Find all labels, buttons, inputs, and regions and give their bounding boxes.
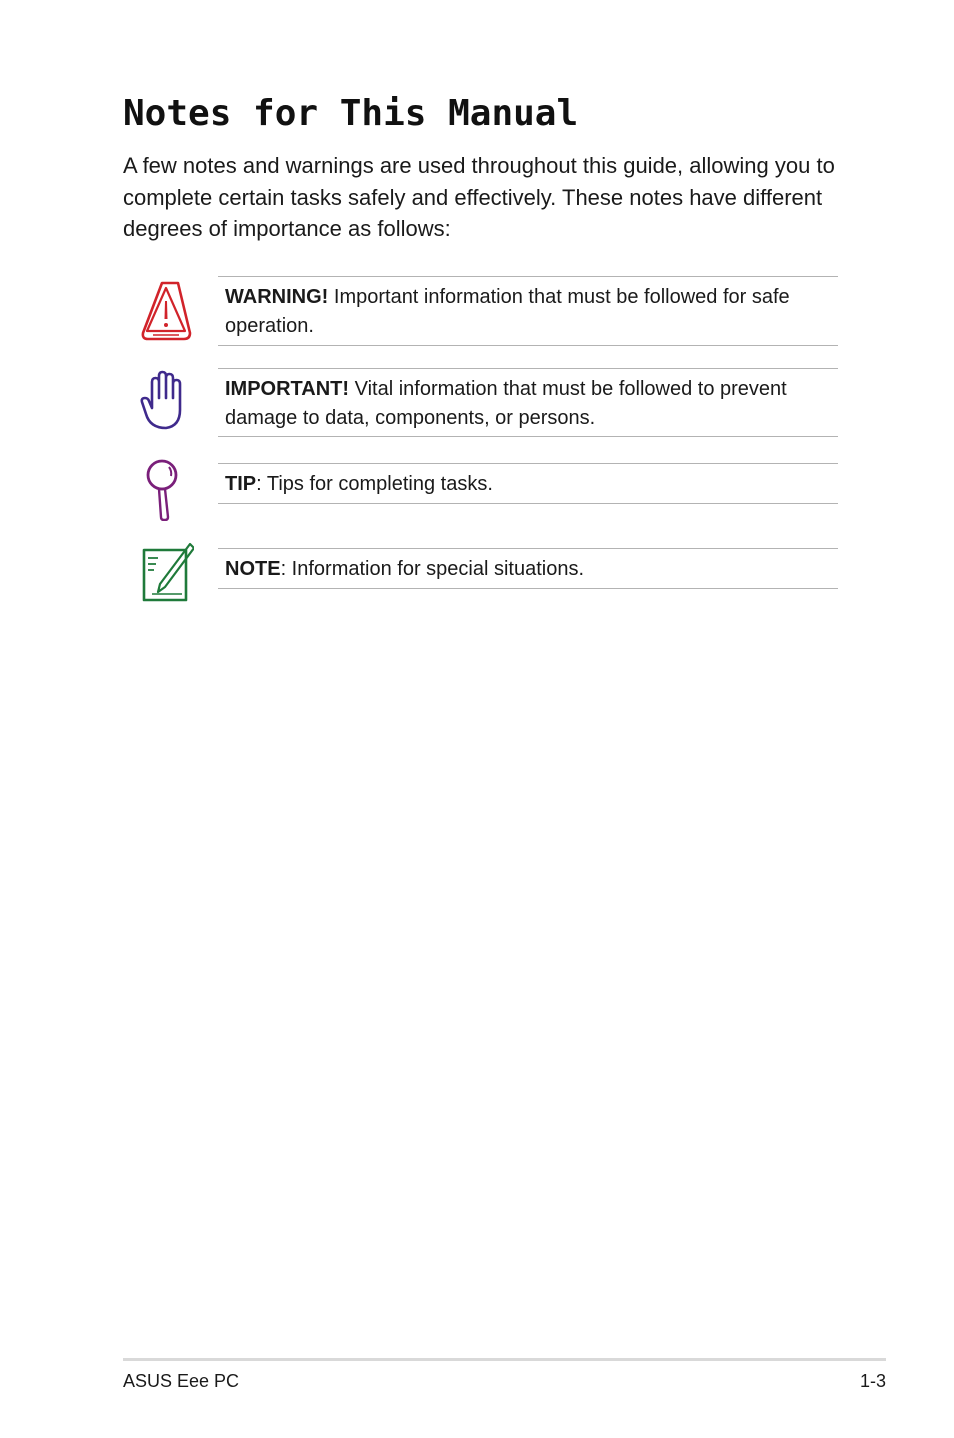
note-tip-label: TIP — [225, 473, 257, 495]
footer-page-number: 1-3 — [859, 1371, 886, 1391]
note-important-text — [218, 368, 838, 437]
note-warning-text — [218, 276, 838, 346]
raised-hand-icon — [138, 370, 194, 434]
footer-divider — [123, 1358, 886, 1361]
intro-paragraph: A few notes and warnings are used throughout this guide, allowing you to complete certain tasks safely and effectively. These notes have different degrees of importance as follows: — [123, 153, 835, 241]
note-tip-body: : Tips for completing tasks. — [256, 473, 493, 495]
warning-triangle-icon — [138, 279, 194, 343]
note-note-body: : Information for special situations. — [280, 558, 585, 580]
note-note-text — [218, 548, 838, 589]
note-note-label: NOTE — [225, 558, 281, 580]
note-important-label: IMPORTANT! — [225, 378, 350, 400]
note-tip-text — [218, 463, 838, 504]
page-title: Notes for This Manual — [123, 93, 579, 134]
footer-product-name: ASUS Eee PC — [123, 1371, 240, 1391]
note-warning-label: WARNING! — [225, 286, 329, 308]
note-pad-icon — [138, 542, 194, 606]
note-important-body: Vital information that must be followed to prevent damage to data, components, or persons. — [225, 378, 787, 429]
note-warning-body: Important information that must be followed for safe operation. — [225, 286, 790, 337]
magnifier-icon — [138, 457, 194, 521]
